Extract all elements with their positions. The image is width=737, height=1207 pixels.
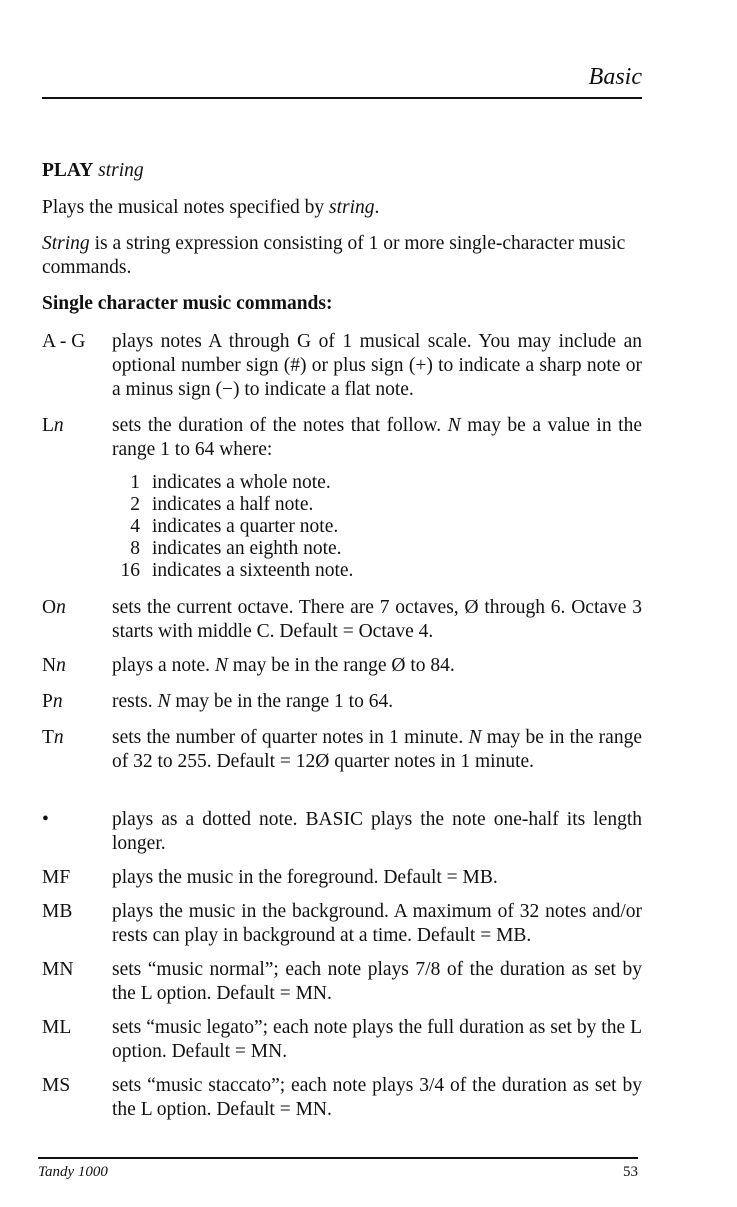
duration-text: indicates a quarter note. — [152, 516, 339, 537]
command-term: • — [42, 809, 49, 830]
command-definition: plays the music in the foreground. Default = MB. — [112, 867, 498, 888]
term-letter: P — [42, 691, 53, 712]
command-definition — [112, 414, 642, 462]
term-n: n — [53, 415, 64, 436]
term-letter: O — [42, 597, 57, 618]
def-em: N — [447, 415, 461, 436]
duration-text: indicates an eighth note. — [152, 538, 342, 559]
duration-value: 8 — [130, 538, 140, 559]
description-1 — [42, 196, 652, 220]
def-pre: sets the number of quarter notes in 1 minute. — [112, 727, 469, 748]
desc1-em: string — [329, 197, 375, 218]
desc1-text: Plays the musical notes specified by — [42, 197, 330, 218]
command-term — [42, 596, 112, 620]
command-term: MF — [42, 867, 71, 888]
term-n: n — [56, 655, 66, 676]
command-definition: sets “music normal”; each note plays 7/8 of the duration as set by the L option. Default = MN. — [112, 959, 642, 1004]
duration-text: indicates a half note. — [152, 494, 314, 515]
command-term — [42, 414, 112, 438]
def-pre: sets the duration of the notes that follow. — [112, 415, 448, 436]
footer-rule — [38, 1157, 638, 1159]
duration-value: 16 — [120, 560, 140, 581]
command-definition — [112, 690, 642, 714]
header-rule — [42, 97, 642, 99]
command-term — [42, 690, 112, 714]
command-definition: plays the music in the background. A maximum of 32 notes and/or rests can play in background at a time. Default = MB. — [112, 901, 642, 946]
description-2 — [42, 232, 652, 280]
term-letter: N — [42, 655, 57, 676]
statement-syntax — [42, 159, 652, 183]
term-n: n — [52, 691, 63, 712]
def-pre: plays a note. — [112, 655, 215, 676]
duration-item — [112, 560, 353, 582]
def-em: N — [214, 655, 228, 676]
desc2-em: String — [42, 233, 90, 254]
footer-title: Tandy 1000 — [38, 1164, 108, 1180]
duration-item — [112, 494, 353, 516]
def-post: may be in the range Ø to 84. — [227, 655, 455, 676]
def-post: may be a value in the range 1 to 64 where: — [112, 415, 643, 460]
command-term: MB — [42, 901, 73, 922]
duration-item — [112, 472, 353, 494]
running-header: Basic — [588, 64, 642, 90]
command-term: ML — [42, 1017, 72, 1038]
def-post: may be in the range 1 to 64. — [170, 691, 394, 712]
command-definition: sets “music legato”; each note plays the full duration as set by the L option. Default = MN. — [112, 1017, 642, 1062]
page-number: 53 — [623, 1164, 638, 1180]
duration-item — [112, 516, 353, 538]
duration-value: 4 — [130, 516, 140, 537]
statement-keyword: PLAY — [42, 160, 94, 181]
desc2-text: is a string expression consisting of 1 or more single-character music commands. — [42, 233, 626, 278]
command-definition: plays as a dotted note. BASIC plays the note one-half its length longer. — [112, 809, 642, 854]
duration-item — [112, 538, 353, 560]
command-term — [42, 654, 112, 678]
term-n: n — [56, 597, 66, 618]
command-definition — [112, 726, 642, 774]
desc1-post: . — [374, 197, 380, 218]
command-definition: plays notes A through G of 1 musical scale. You may include an optional number sign (#) or plus sign (+) to indicate a sharp note or a minus sign (−) to indicate a flat note. — [112, 331, 642, 400]
def-em: N — [468, 727, 482, 748]
term-letter: T — [42, 727, 54, 748]
def-pre: rests. — [112, 691, 158, 712]
def-em: N — [157, 691, 171, 712]
def-post: may be in the range of 32 to 255. Default = 12Ø quarter notes in 1 minute. — [112, 727, 642, 772]
statement-argument: string — [98, 160, 144, 181]
command-term: MS — [42, 1075, 71, 1096]
term-n: n — [53, 727, 64, 748]
command-term: A - G — [42, 331, 86, 352]
section-heading: Single character music commands: — [42, 293, 333, 314]
command-term: MN — [42, 959, 74, 980]
command-definition: sets “music staccato”; each note plays 3/4 of the duration as set by the L option. Default = MN. — [112, 1075, 642, 1120]
command-definition — [112, 654, 642, 678]
term-letter: L — [42, 415, 54, 436]
duration-text: indicates a whole note. — [152, 472, 331, 493]
duration-list — [112, 472, 353, 582]
duration-value: 1 — [130, 472, 140, 493]
duration-value: 2 — [130, 494, 140, 515]
command-term — [42, 726, 112, 750]
command-definition: sets the current octave. There are 7 octaves, Ø through 6. Octave 3 starts with middle C. Default = Octave 4. — [112, 597, 642, 642]
duration-text: indicates a sixteenth note. — [152, 560, 354, 581]
